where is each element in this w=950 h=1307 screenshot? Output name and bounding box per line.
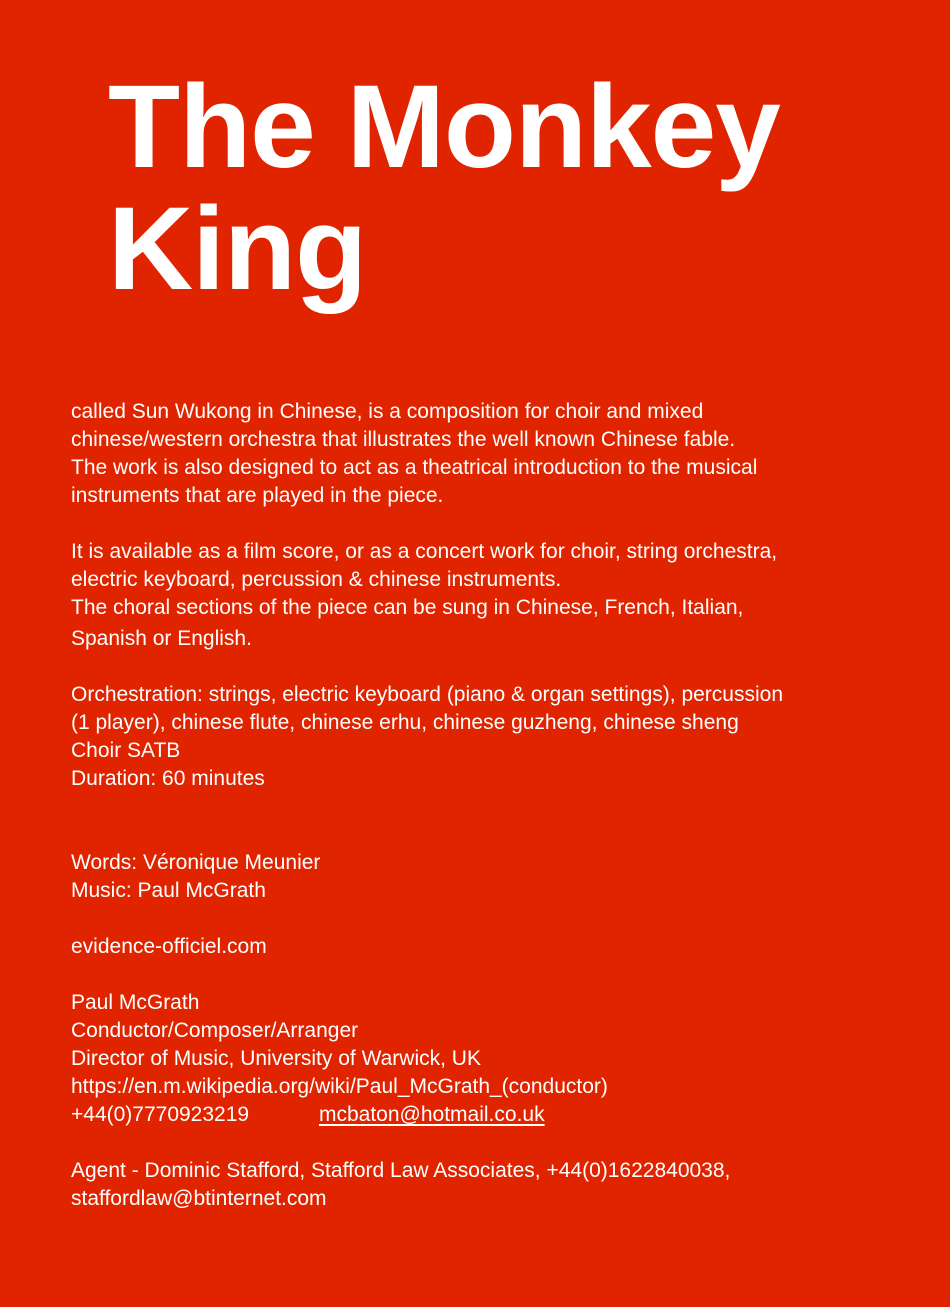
words-credit: Words: Véronique Meunier [71, 851, 321, 874]
body-text [71, 398, 941, 1213]
contact-phone: +44(0)7770923219 [71, 1103, 250, 1126]
contact-position: Director of Music, University of Warwick, UK [71, 1047, 481, 1070]
contact-role: Conductor/Composer/Arranger [71, 1019, 359, 1042]
availability-line: electric keyboard, percussion & chinese instruments. [71, 568, 562, 591]
agent-paragraph [71, 1157, 941, 1213]
intro-line: called Sun Wukong in Chinese, is a composition for choir and mixed [71, 400, 704, 423]
orchestration-line: (1 player), chinese flute, chinese erhu, chinese guzheng, chinese sheng [71, 711, 739, 734]
intro-line: chinese/western orchestra that illustrates the well known Chinese fable. [71, 428, 736, 451]
title-line-2: King [108, 183, 367, 315]
duration-line: Duration: 60 minutes [71, 767, 265, 790]
intro-paragraph [71, 398, 941, 510]
intro-line: The work is also designed to act as a theatrical introduction to the musical [71, 456, 758, 479]
availability-line: The choral sections of the piece can be sung in Chinese, French, Italian, [71, 596, 744, 619]
page-title [108, 61, 780, 315]
availability-line: Spanish or English. [71, 627, 252, 650]
choir-line: Choir SATB [71, 739, 181, 762]
contact-name: Paul McGrath [71, 991, 200, 1014]
email-link[interactable]: mcbaton@hotmail.co.uk [319, 1103, 545, 1126]
availability-paragraph [71, 538, 941, 653]
music-credit: Music: Paul McGrath [71, 879, 266, 902]
contact-paragraph [71, 989, 941, 1129]
agent-email: staffordlaw@btinternet.com [71, 1187, 327, 1210]
orchestration-paragraph [71, 681, 941, 793]
contact-phone-email-row [71, 1101, 941, 1129]
title-line-1: The Monkey [108, 61, 780, 193]
availability-line: It is available as a film score, or as a concert work for choir, string orchestra, [71, 540, 778, 563]
credits-paragraph [71, 849, 941, 905]
contact-wiki-url: https://en.m.wikipedia.org/wiki/Paul_McGrath_(conductor) [71, 1075, 608, 1098]
orchestration-line: Orchestration: strings, electric keyboard (piano & organ settings), percussion [71, 683, 784, 706]
intro-line: instruments that are played in the piece. [71, 484, 444, 507]
website-text: evidence-officiel.com [71, 935, 267, 958]
website-paragraph [71, 933, 941, 961]
agent-line: Agent - Dominic Stafford, Stafford Law Associates, +44(0)1622840038, [71, 1159, 731, 1182]
